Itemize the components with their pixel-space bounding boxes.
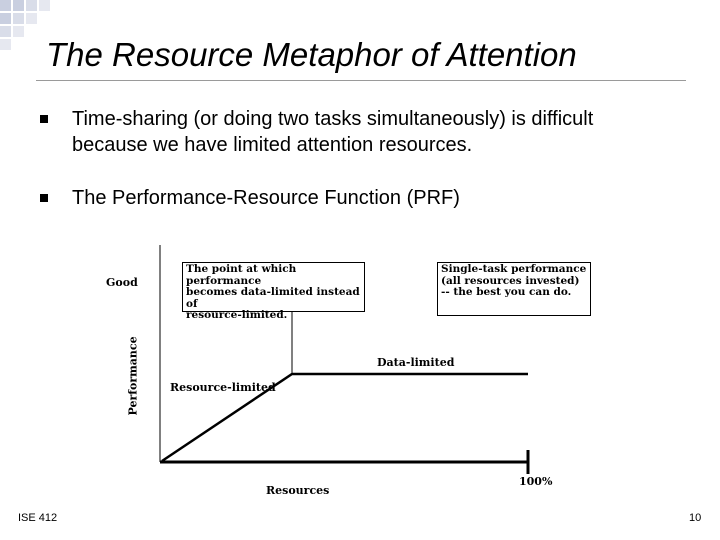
- footer-course-code: ISE 412: [18, 512, 58, 524]
- resource-limited-label: Resource-limited: [170, 381, 276, 394]
- single-task-callout: Single-task performance (all resources invested) -- the best you can do.: [437, 262, 591, 316]
- x-max-label: 100%: [519, 475, 553, 488]
- bullet-text-prf: The Performance-Resource Function (PRF): [72, 187, 460, 209]
- bullet-text-time-sharing: Time-sharing (or doing two tasks simultaneously) is difficult because we have limited attention resources.: [72, 108, 594, 156]
- page-number: 10: [689, 512, 702, 524]
- x-axis-label: Resources: [266, 484, 330, 497]
- y-axis-label: Performance: [126, 336, 140, 416]
- transition-point-callout: The point at which performance becomes data-limited instead of resource-limited.: [182, 262, 365, 312]
- data-limited-label: Data-limited: [377, 356, 455, 369]
- slide-title: The Resource Metaphor of Attention: [46, 36, 577, 73]
- y-high-label: Good: [106, 276, 138, 289]
